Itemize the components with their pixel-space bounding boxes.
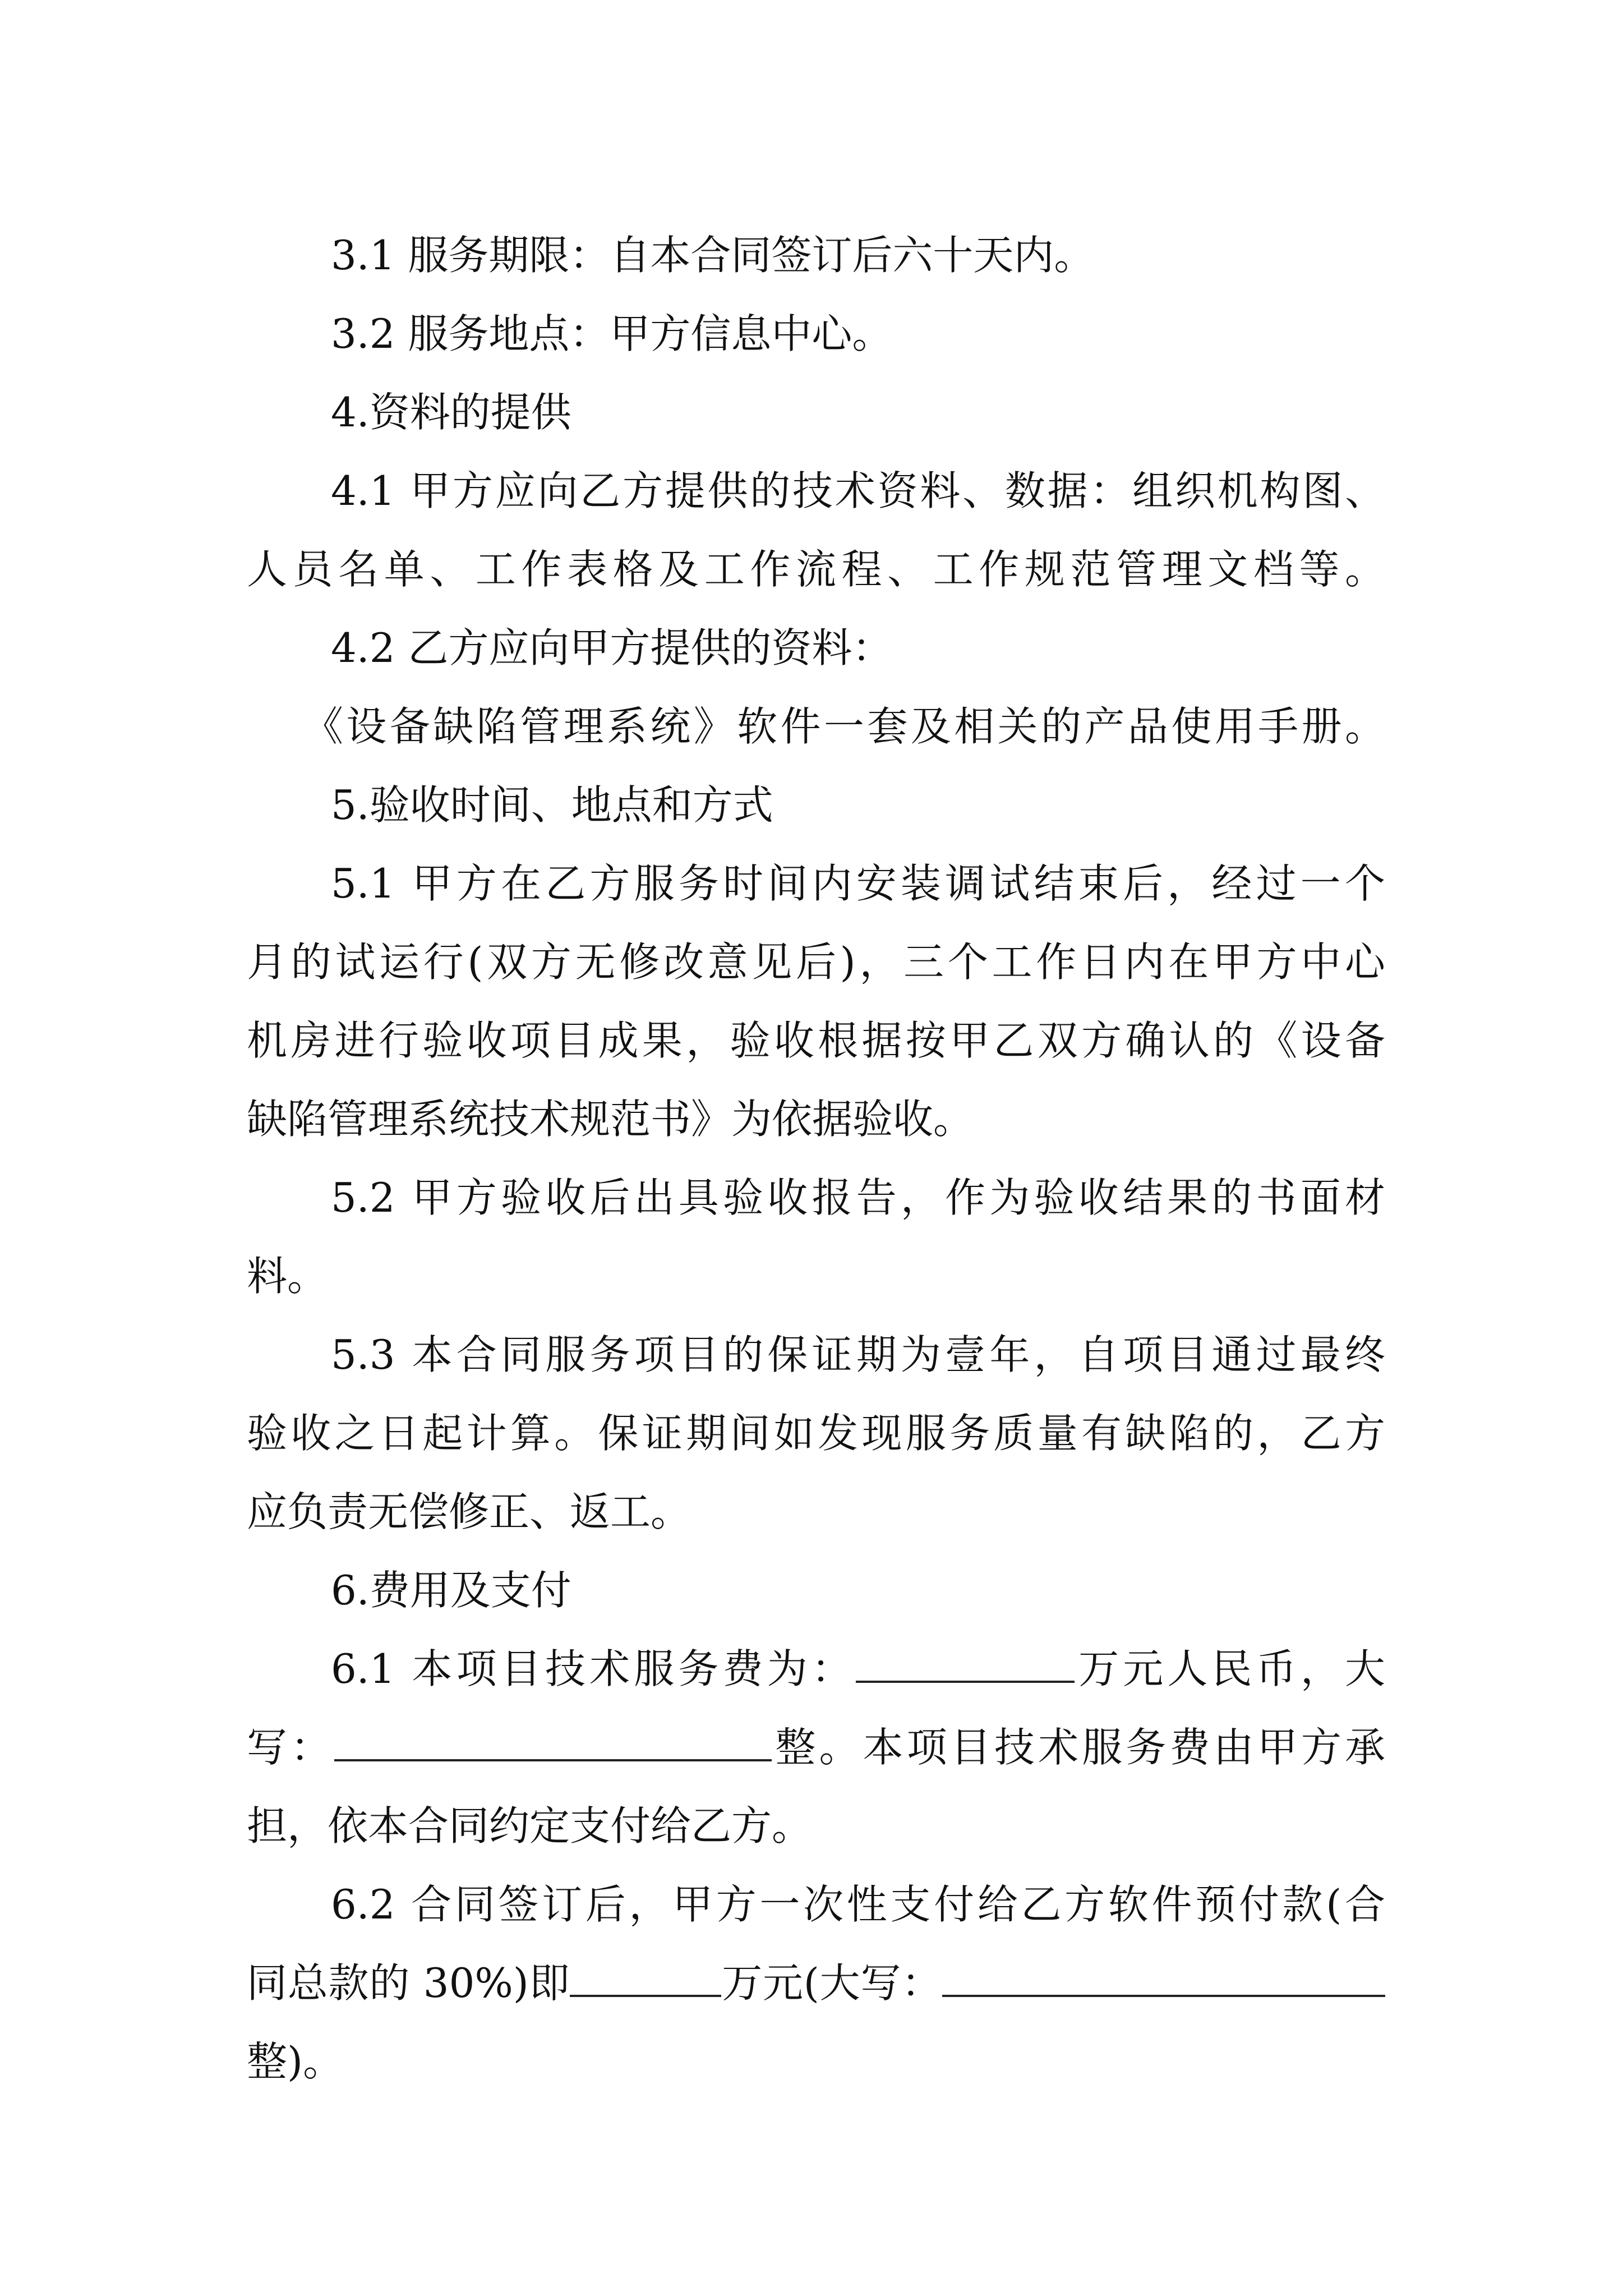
heading-6: 6.费用及支付 bbox=[331, 1567, 571, 1614]
clause-6-1-text-c: 写： bbox=[247, 1724, 335, 1771]
clause-6-2-line-1: 6.2 合同签订后，甲方一次性支付给乙方软件预付款(合 bbox=[331, 1881, 1385, 1928]
clause-5-1-line-2: 月的试运行(双方无修改意见后)，三个工作日内在甲方中心 bbox=[247, 938, 1385, 986]
clause-5-3-line-3: 应负责无偿修正、返工。 bbox=[247, 1488, 691, 1535]
clause-5-3-line-1: 5.3 本合同服务项目的保证期为壹年，自项目通过最终 bbox=[331, 1331, 1385, 1378]
clause-4-1-line-2: 人员名单、工作表格及工作流程、工作规范管理文档等。 bbox=[247, 546, 1385, 593]
heading-5: 5.验收时间、地点和方式 bbox=[331, 781, 773, 829]
clause-5-1-line-3: 机房进行验收项目成果，验收根据按甲乙双方确认的《设备 bbox=[247, 1017, 1385, 1064]
heading-4: 4.资料的提供 bbox=[331, 389, 571, 436]
clause-6-1-text-d: 整。本项目技术服务费由甲方承 bbox=[772, 1724, 1385, 1771]
clause-4-2: 4.2 乙方应向甲方提供的资料： bbox=[331, 624, 893, 671]
clause-5-1-line-1: 5.1 甲方在乙方服务时间内安装调试结束后，经过一个 bbox=[331, 860, 1385, 907]
prepayment-amount-blank bbox=[570, 1957, 721, 1997]
clause-6-1-line-1 bbox=[247, 1630, 1385, 1708]
clause-6-1-line-3: 担，依本合同约定支付给乙方。 bbox=[247, 1802, 813, 1849]
clause-6-1-line-2 bbox=[247, 1708, 1385, 1787]
clause-5-3-line-2: 验收之日起计算。保证期间如发现服务质量有缺陷的，乙方 bbox=[247, 1410, 1385, 1457]
clause-4-2-item: 《设备缺陷管理系统》软件一套及相关的产品使用手册。 bbox=[303, 703, 1385, 750]
clause-6-2-line-2 bbox=[247, 1944, 1385, 2022]
clause-6-1-text-a: 6.1 本项目技术服务费为： bbox=[331, 1645, 856, 1692]
clause-4-1-line-1: 4.1 甲方应向乙方提供的技术资料、数据：组织机构图、 bbox=[331, 467, 1385, 514]
fee-amount-blank bbox=[856, 1642, 1075, 1683]
clause-3-2: 3.2 服务地点：甲方信息中心。 bbox=[331, 310, 893, 357]
clause-5-1-line-4: 缺陷管理系统技术规范书》为依据验收。 bbox=[247, 1096, 974, 1143]
clause-3-1: 3.1 服务期限：自本合同签订后六十天内。 bbox=[331, 232, 1095, 279]
clause-5-2-line-2: 料。 bbox=[247, 1253, 328, 1300]
clause-6-2-line-3: 整)。 bbox=[247, 2038, 344, 2085]
clause-5-2-line-1: 5.2 甲方验收后出具验收报告，作为验收结果的书面材 bbox=[331, 1174, 1385, 1221]
clause-6-2-text-a: 同总款的 30%)即 bbox=[247, 1959, 570, 2007]
prepayment-words-blank bbox=[942, 1957, 1385, 1997]
fee-amount-words-blank bbox=[334, 1721, 772, 1761]
document-body bbox=[247, 216, 1385, 2101]
clause-6-2-text-b: 万元(大写： bbox=[721, 1959, 943, 2007]
clause-6-1-text-b: 万元人民币，大 bbox=[1074, 1645, 1385, 1692]
